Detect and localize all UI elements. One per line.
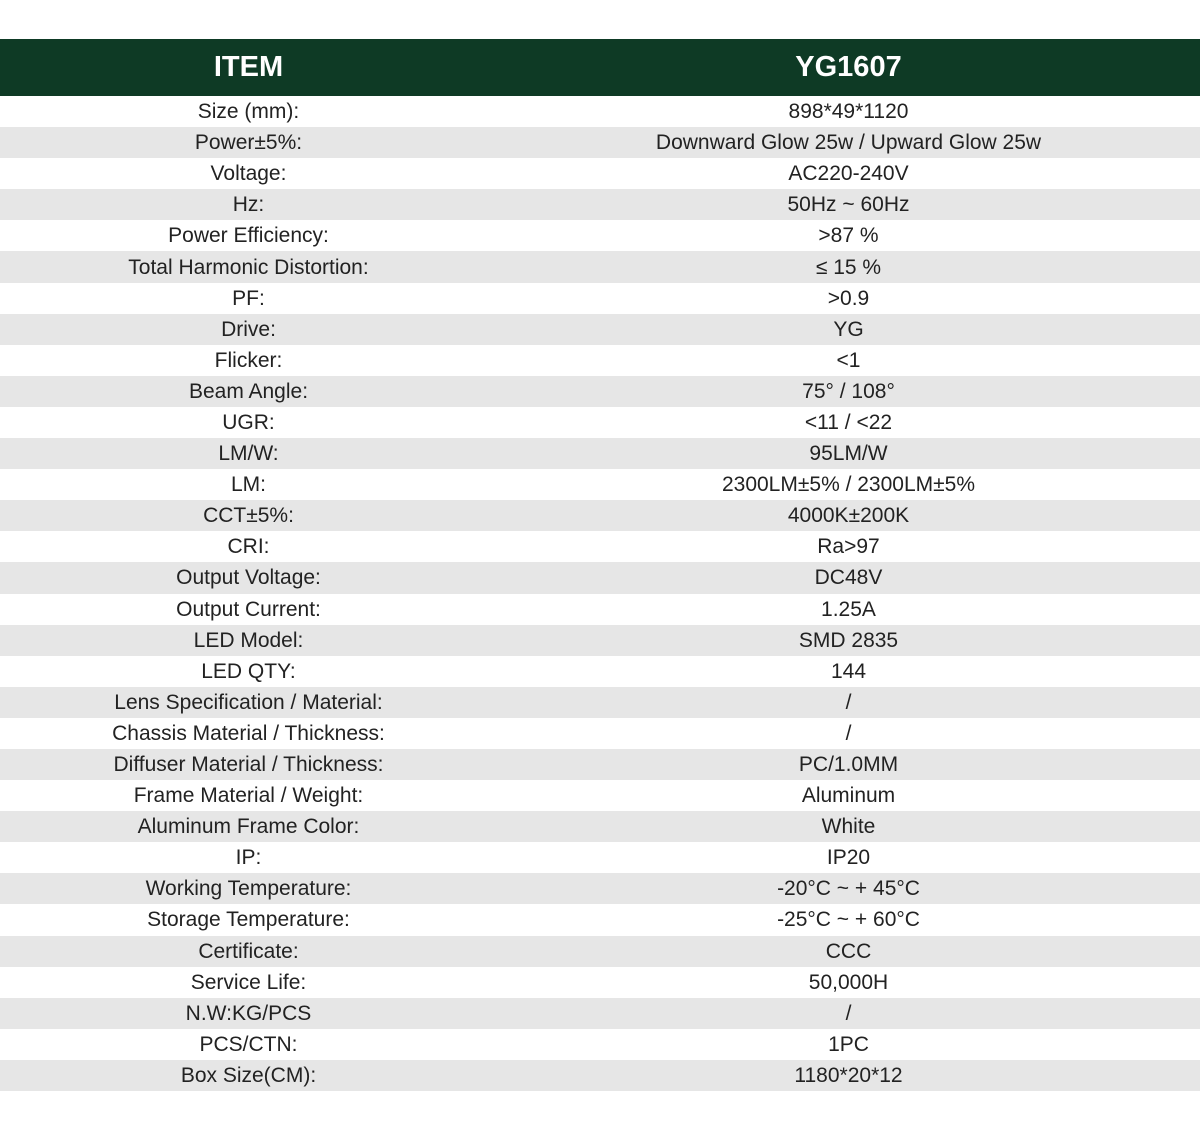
row-label: Voltage: — [210, 162, 287, 186]
row-value: >0.9 — [827, 286, 870, 310]
row-label: Power Efficiency: — [168, 224, 329, 248]
row-value: Aluminum — [801, 784, 896, 808]
table-row — [0, 749, 1200, 780]
row-label: Storage Temperature: — [147, 908, 350, 932]
table-row — [0, 314, 1200, 345]
table-row — [0, 562, 1200, 593]
row-value: >87 % — [818, 224, 879, 248]
row-label: Output Voltage: — [176, 566, 321, 590]
table-header — [0, 39, 1200, 96]
row-value: Ra>97 — [817, 535, 880, 559]
row-value: Downward Glow 25w / Upward Glow 25w — [655, 131, 1042, 155]
row-label: Certificate: — [198, 939, 299, 963]
row-label: LED QTY: — [201, 659, 296, 683]
row-label: CCT±5%: — [203, 504, 294, 528]
row-label: LM: — [230, 473, 266, 497]
row-label: Drive: — [221, 317, 276, 341]
row-label: Hz: — [232, 193, 265, 217]
row-value: / — [845, 1001, 852, 1025]
table-row — [0, 625, 1200, 656]
row-value: 95LM/W — [809, 442, 888, 466]
row-value: YG — [833, 317, 864, 341]
row-value: 50Hz ~ 60Hz — [787, 193, 910, 217]
row-label: Total Harmonic Distortion: — [128, 255, 369, 279]
row-label: Lens Specification / Material: — [114, 690, 383, 714]
row-label: Flicker: — [214, 348, 283, 372]
header-model-label: YG1607 — [795, 51, 902, 83]
table-row — [0, 656, 1200, 687]
row-value: 2300LM±5% / 2300LM±5% — [721, 473, 976, 497]
header-item-label: ITEM — [213, 51, 284, 83]
row-label: Aluminum Frame Color: — [137, 815, 360, 839]
row-label: Chassis Material / Thickness: — [112, 721, 385, 745]
row-value: <1 — [836, 348, 861, 372]
row-label: Diffuser Material / Thickness: — [113, 753, 384, 777]
table-row — [0, 531, 1200, 562]
row-label: Working Temperature: — [145, 877, 352, 901]
row-value: 1PC — [828, 1032, 869, 1056]
table-row — [0, 904, 1200, 935]
table-row — [0, 127, 1200, 158]
row-value: -20°C ~ + 45°C — [777, 877, 920, 901]
table-row — [0, 811, 1200, 842]
row-label: Frame Material / Weight: — [133, 784, 364, 808]
table-row — [0, 189, 1200, 220]
table-row — [0, 469, 1200, 500]
row-label: N.W:KG/PCS — [185, 1001, 312, 1025]
row-label: PCS/CTN: — [199, 1032, 298, 1056]
table-row — [0, 718, 1200, 749]
row-value: SMD 2835 — [798, 628, 899, 652]
row-value: 144 — [830, 659, 867, 683]
table-row — [0, 1060, 1200, 1091]
row-label: UGR: — [222, 410, 275, 434]
row-value: 1.25A — [821, 597, 876, 621]
table-row — [0, 345, 1200, 376]
row-value: 75° / 108° — [802, 379, 895, 403]
table-row — [0, 220, 1200, 251]
table-row — [0, 873, 1200, 904]
table-row — [0, 687, 1200, 718]
table-row — [0, 842, 1200, 873]
table-row — [0, 438, 1200, 469]
row-label: PF: — [232, 286, 265, 310]
table-row — [0, 158, 1200, 189]
row-value: <11 / <22 — [804, 410, 893, 434]
table-body — [0, 96, 1200, 1091]
row-value: / — [845, 721, 852, 745]
row-value: IP20 — [826, 846, 871, 870]
row-value: CCC — [825, 939, 872, 963]
row-value: 898*49*1120 — [788, 100, 909, 124]
row-value: White — [821, 815, 876, 839]
table-row — [0, 594, 1200, 625]
row-label: LM/W: — [218, 442, 279, 466]
row-value: 1180*20*12 — [794, 1063, 903, 1087]
row-value: 4000K±200K — [787, 504, 910, 528]
table-row — [0, 998, 1200, 1029]
row-value: -25°C ~ + 60°C — [777, 908, 920, 932]
table-row — [0, 780, 1200, 811]
row-value: ≤ 15 % — [815, 255, 882, 279]
table-row — [0, 251, 1200, 282]
table-row — [0, 500, 1200, 531]
row-label: CRI: — [227, 535, 270, 559]
table-row — [0, 376, 1200, 407]
row-label: Box Size(CM): — [180, 1063, 317, 1087]
row-label: LED Model: — [193, 628, 304, 652]
table-row — [0, 283, 1200, 314]
row-label: Power±5%: — [194, 131, 303, 155]
spec-table — [0, 39, 1200, 1091]
row-label: Output Current: — [176, 597, 321, 621]
table-row — [0, 1029, 1200, 1060]
row-label: Size (mm): — [197, 100, 300, 124]
row-value: AC220-240V — [788, 162, 909, 186]
row-label: IP: — [235, 846, 262, 870]
table-row — [0, 936, 1200, 967]
table-row — [0, 407, 1200, 438]
row-value: PC/1.0MM — [798, 753, 899, 777]
row-value: / — [845, 690, 852, 714]
row-label: Service Life: — [190, 970, 307, 994]
table-row — [0, 96, 1200, 127]
row-value: DC48V — [814, 566, 883, 590]
row-value: 50,000H — [808, 970, 889, 994]
row-label: Beam Angle: — [188, 379, 309, 403]
table-row — [0, 967, 1200, 998]
